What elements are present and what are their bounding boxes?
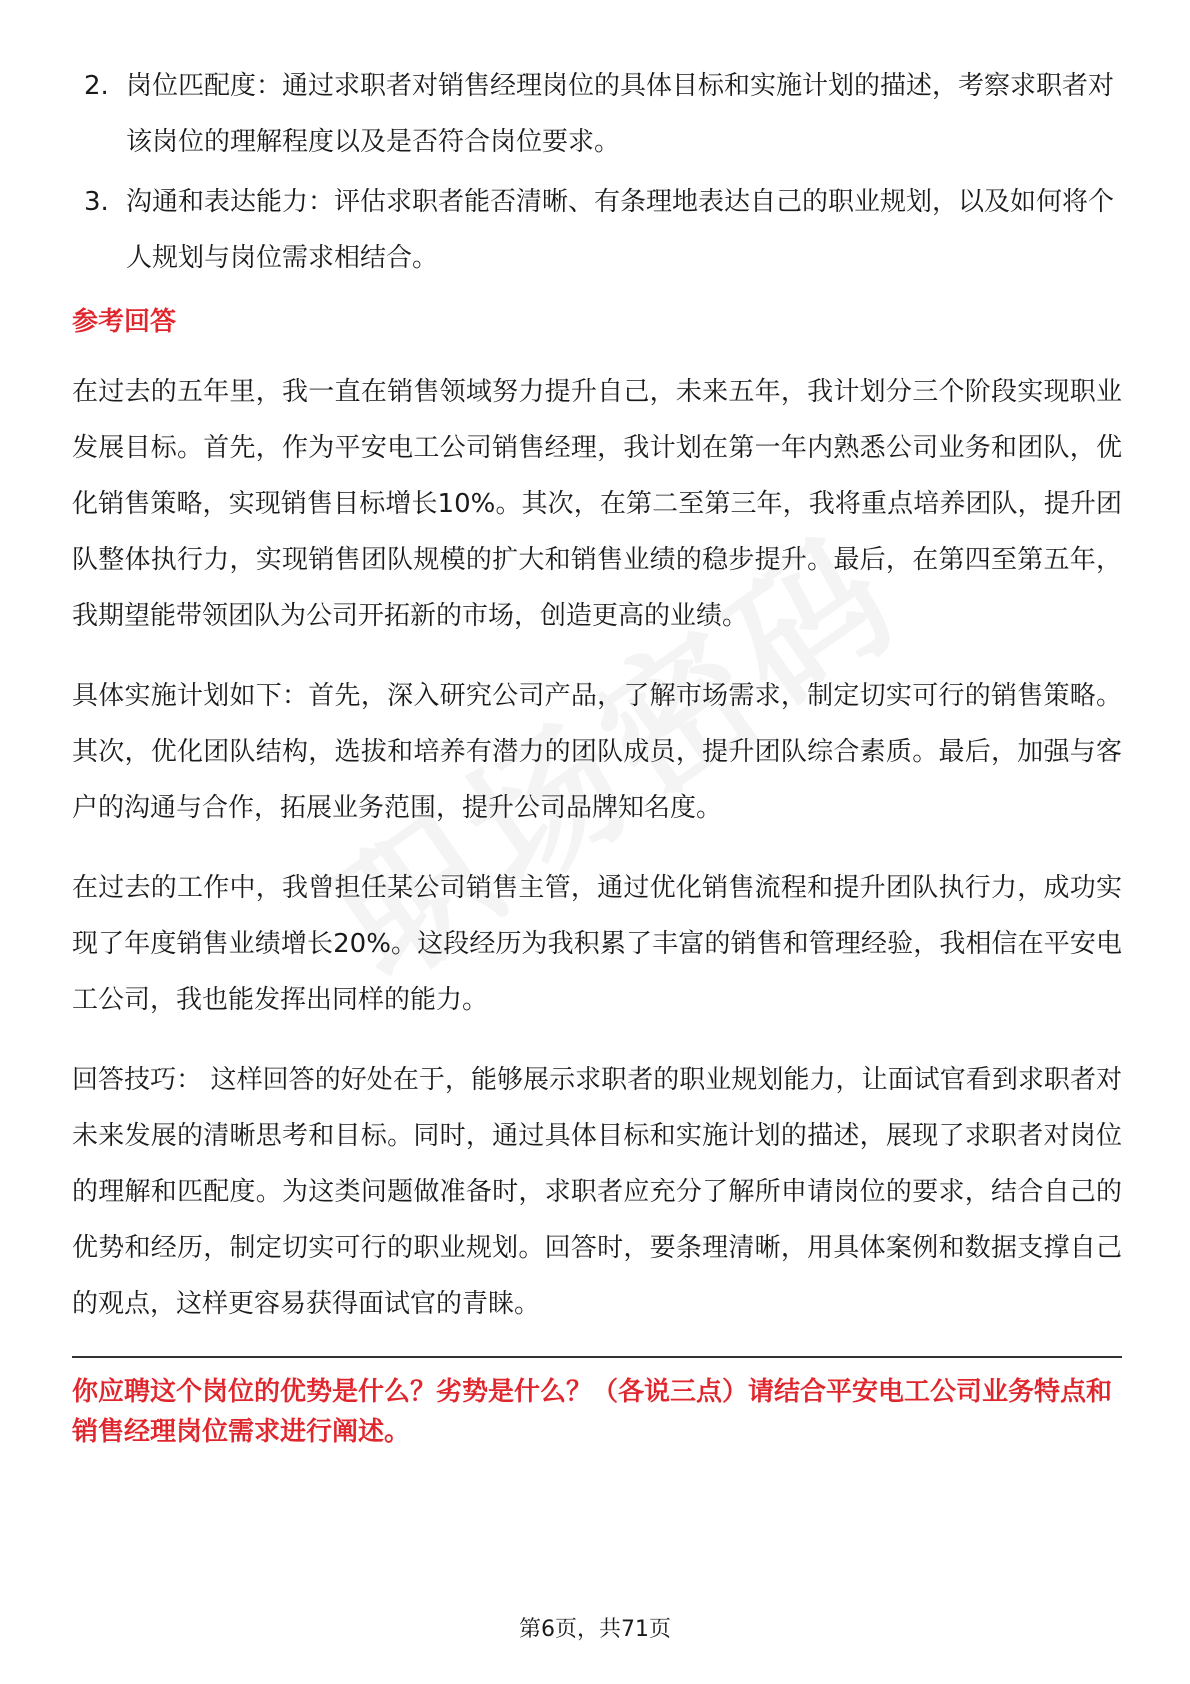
criteria-item xyxy=(72,58,1122,170)
answer-tips-paragraph: 回答技巧： 这样回答的好处在于，能够展示求职者的职业规划能力，让面试官看到求职者对未来发展的清晰思考和目标。同时，通过具体目标和实施计划的描述，展现了求职者对岗位的理解和匹配度。为这类问题做准备时，求职者应充分了解所申请岗位的要求，结合自己的优势和经历，制定切实可行的职业规划。回答时，要条理清晰，用具体案例和数据支撑自己的观点，这样更容易获得面试官的青睐。 xyxy=(72,1065,1122,1319)
criteria-text: 沟通和表达能力：评估求职者能否清晰、有条理地表达自己的职业规划，以及如何将个人规划与岗位需求相结合。 xyxy=(126,187,1115,273)
answer-paragraph: 具体实施计划如下：首先，深入研究公司产品，了解市场需求，制定切实可行的销售策略。其次，优化团队结构，选拔和培养有潜力的团队成员，提升团队综合素质。最后，加强与客户的沟通与合作，拓展业务范围，提升公司品牌知名度。 xyxy=(72,681,1122,823)
criteria-text: 岗位匹配度：通过求职者对销售经理岗位的具体目标和实施计划的描述，考察求职者对该岗位的理解程度以及是否符合岗位要求。 xyxy=(126,71,1115,157)
criteria-item xyxy=(72,174,1122,286)
section-divider xyxy=(72,1356,1122,1358)
criteria-number: 2. xyxy=(84,71,109,101)
answer-paragraph: 在过去的工作中，我曾担任某公司销售主管，通过优化销售流程和提升团队执行力，成功实现了年度销售业绩增长20%。这段经历为我积累了丰富的销售和管理经验，我相信在平安电工公司，我也能发挥出同样的能力。 xyxy=(72,873,1122,1015)
criteria-number: 3. xyxy=(84,187,109,217)
reference-answer-heading: 参考回答 xyxy=(72,307,177,337)
next-question-heading: 你应聘这个岗位的优势是什么？劣势是什么？（各说三点）请结合平安电工公司业务特点和销售经理岗位需求进行阐述。 xyxy=(72,1377,1113,1447)
page-number-footer: 第6页，共71页 xyxy=(519,1617,671,1642)
page-content xyxy=(72,58,1122,1452)
answer-paragraph: 在过去的五年里，我一直在销售领域努力提升自己，未来五年，我计划分三个阶段实现职业发展目标。首先，作为平安电工公司销售经理，我计划在第一年内熟悉公司业务和团队，优化销售策略，实现销售目标增长10%。其次，在第二至第三年，我将重点培养团队，提升团队整体执行力，实现销售团队规模的扩大和销售业绩的稳步提升。最后，在第四至第五年，我期望能带领团队为公司开拓新的市场，创造更高的业绩。 xyxy=(72,377,1122,631)
